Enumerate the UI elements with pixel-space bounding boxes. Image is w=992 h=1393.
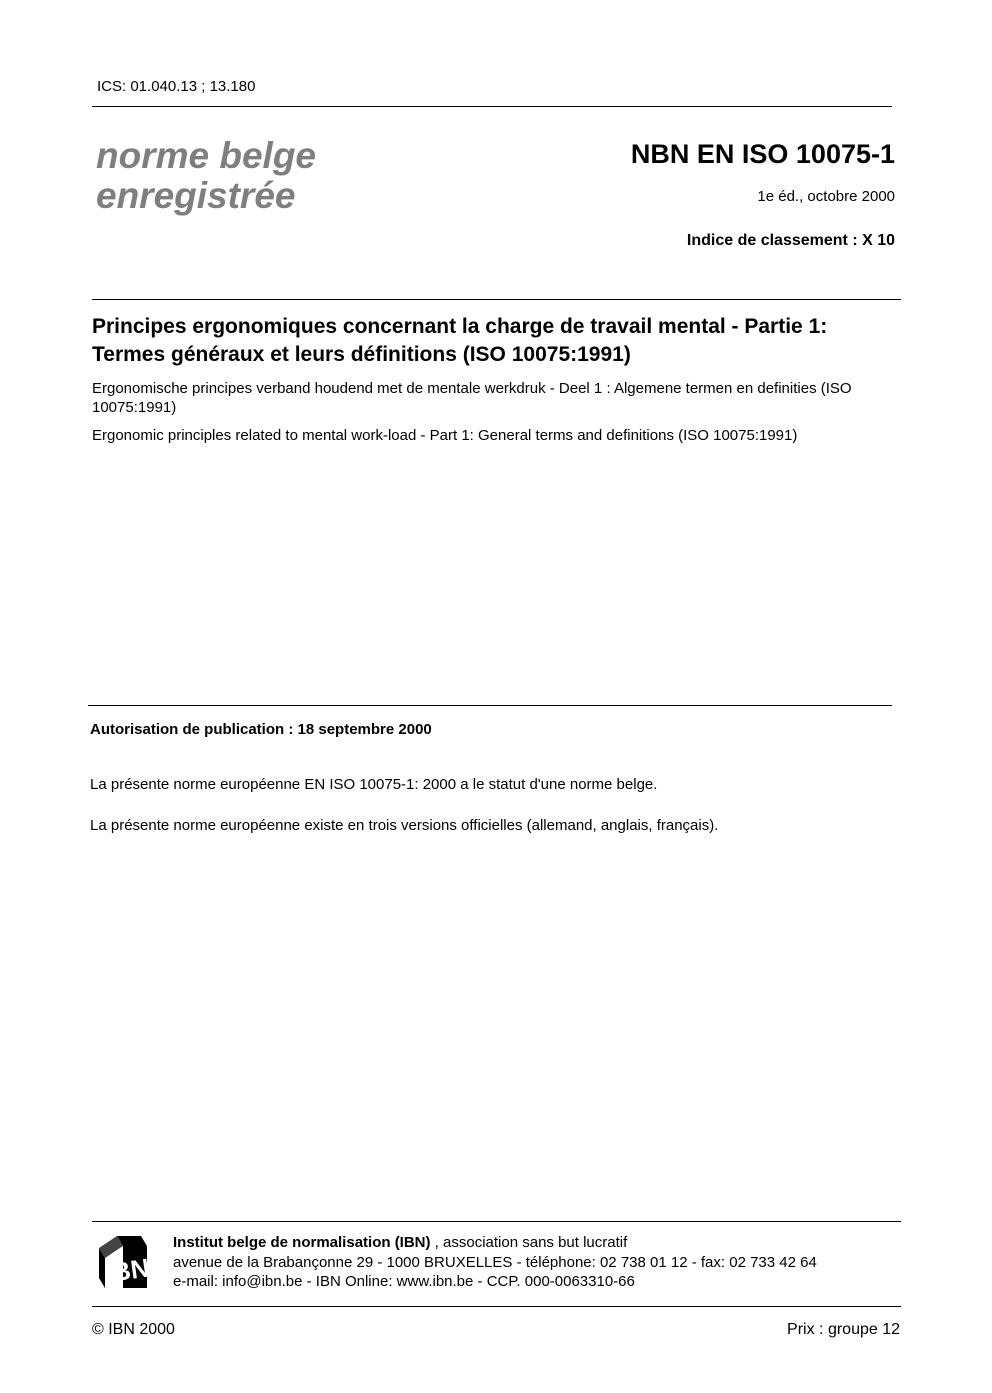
logo-text: BN bbox=[109, 1252, 149, 1288]
belge-line-1: norme belge bbox=[96, 135, 316, 176]
footer-divider-bottom bbox=[92, 1306, 901, 1307]
institute-suffix: , association sans but lucratif bbox=[430, 1234, 628, 1251]
price-group: Prix : groupe 12 bbox=[787, 1321, 900, 1338]
institute-name: Institut belge de normalisation (IBN) bbox=[173, 1234, 431, 1251]
edition-date: 1e éd., octobre 2000 bbox=[757, 188, 895, 205]
registered-standard-label bbox=[96, 136, 316, 216]
title-french: Principes ergonomiques concernant la charge de travail mental - Partie 1: Termes généraux et leurs définitions (ISO 10075:1991) bbox=[92, 315, 828, 366]
title-english: Ergonomic principles related to mental work-load - Part 1: General terms and definitions (ISO 10075:1991) bbox=[92, 427, 798, 444]
classification-index: Indice de classement : X 10 bbox=[686, 232, 895, 249]
title-dutch: Ergonomische principes verband houdend met de mentale werkdruk - Deel 1 : Algemene termen en definities (ISO 10075:1991) bbox=[92, 380, 852, 416]
belge-line-2: enregistrée bbox=[96, 175, 296, 216]
institute-address: avenue de la Brabançonne 29 - 1000 BRUXELLES - téléphone: 02 738 01 12 - fax: 02 733 42 64 bbox=[173, 1254, 817, 1271]
copyright: © IBN 2000 bbox=[92, 1321, 175, 1338]
versions-paragraph: La présente norme européenne existe en trois versions officielles (allemand, anglais, français). bbox=[90, 817, 719, 834]
publication-authorisation: Autorisation de publication : 18 septembre 2000 bbox=[90, 721, 432, 738]
title-divider bbox=[92, 299, 901, 300]
ics-code: ICS: 01.040.13 ; 13.180 bbox=[97, 78, 256, 95]
ibn-logo-icon bbox=[97, 1234, 149, 1290]
standard-number: NBN EN ISO 10075-1 bbox=[630, 139, 895, 169]
body-divider bbox=[88, 705, 892, 706]
institute-contact: e-mail: info@ibn.be - IBN Online: www.ibn.be - CCP. 000-0063310-66 bbox=[173, 1273, 635, 1290]
footer-divider-top bbox=[92, 1221, 901, 1222]
institute-line bbox=[173, 1233, 627, 1253]
status-paragraph: La présente norme européenne EN ISO 10075-1: 2000 a le statut d'une norme belge. bbox=[90, 776, 658, 793]
top-divider bbox=[92, 106, 892, 107]
